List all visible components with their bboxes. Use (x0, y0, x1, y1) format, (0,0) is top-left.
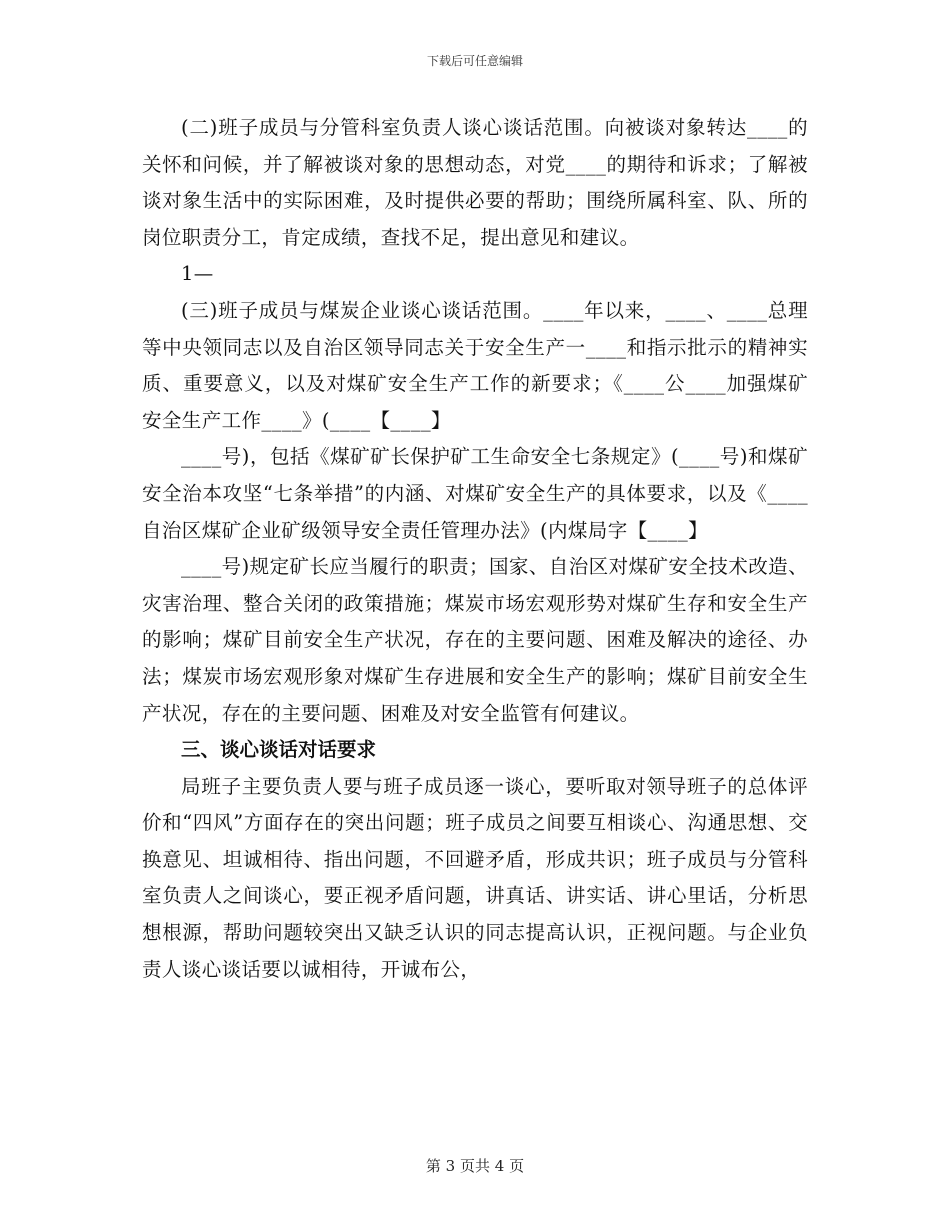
section-heading-3: 三、谈心谈话对话要求 (181, 738, 377, 762)
paragraph-section-2: (二)班子成员与分管科室负责人谈心谈话范围。向被谈对象转达____的关怀和问候，并了解被谈对象的思想动态，对党____的期待和诉求；了解被谈对象生活中的实际困难，及时提供必要的帮助；围绕所属科室、队、所的岗位职责分工，肯定成绩，查找不足，提出意见和建议。 (142, 116, 808, 249)
document-body (142, 110, 808, 988)
page-header: 下载后可任意编辑 (426, 54, 523, 68)
page-footer: 第 3 页共 4 页 (425, 1157, 525, 1175)
paragraph-section-3-continued: ____号)，包括《煤矿矿长保护矿工生命安全七条规定》(____号)和煤矿安全治本攻坚“七条举措”的内涵、对煤矿安全生产的具体要求，以及《____自治区煤矿企业矿级领导安全责任管理办法》(内煤局字【____】 (142, 445, 808, 542)
paragraph-section-3-duties: ____号)规定矿长应当履行的职责；国家、自治区对煤矿安全技术改造、灾害治理、整合关闭的政策措施；煤炭市场宏观形势对煤矿生存和安全生产的影响；煤矿目前安全生产状况，存在的主要问题、困难及解决的途径、办法；煤炭市场宏观形象对煤矿生存进展和安全生产的影响；煤矿目前安全生产状况，存在的主要问题、困难及对安全监管有何建议。 (142, 555, 808, 725)
paragraph-section-3: (三)班子成员与煤炭企业谈心谈话范围。____年以来，____、____总理等中央领同志以及自治区领导同志关于安全生产一____和指示批示的精神实质、重要意义，以及对煤矿安全生产工作的新要求；《____公____加强煤矿安全生产工作____》(____【____】 (142, 298, 808, 432)
paragraph-talk-requirements: 局班子主要负责人要与班子成员逐一谈心，要听取对领导班子的总体评价和“四风”方面存在的突出问题；班子成员之间要互相谈心、沟通思想、交换意见、坦诚相待、指出问题，不回避矛盾，形成共识；班子成员与分管科室负责人之间谈心，要正视矛盾问题，讲真话、讲实话、讲心里话，分析思想根源，帮助问题较突出又缺乏认识的同志提高认识，正视问题。与企业负责人谈心谈话要以诚相待，开诚布公， (142, 774, 808, 981)
paragraph-page-marker: 1— (181, 262, 214, 286)
